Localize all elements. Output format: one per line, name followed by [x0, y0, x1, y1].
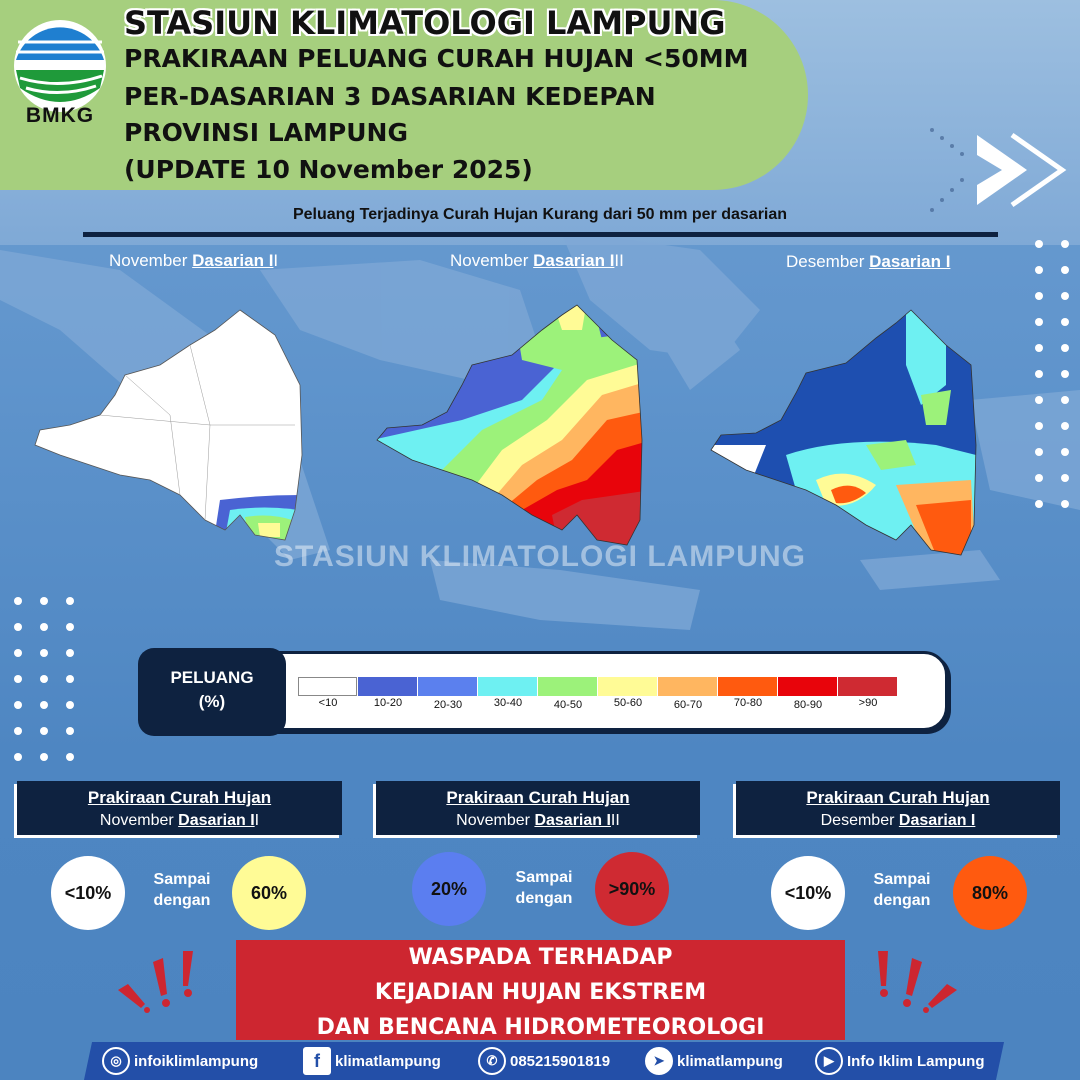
- footer-facebook[interactable]: f klimatlampung: [303, 1046, 441, 1076]
- chevron-arrows-icon: [922, 120, 1072, 220]
- legend-swatch-0: [298, 677, 357, 696]
- legend-swatch-8: [778, 677, 837, 696]
- map-label-1: November Dasarian II: [109, 251, 279, 270]
- footer-youtube[interactable]: ▶ Info Iklim Lampung: [815, 1046, 985, 1076]
- range-high-3: 80%: [953, 856, 1027, 930]
- decor-dots-left: [14, 597, 92, 761]
- legend-label-4: 40-50: [553, 699, 583, 711]
- range-text-2: Sampai dengan: [515, 869, 573, 907]
- watermark: STASIUN KLIMATOLOGI LAMPUNG: [274, 540, 806, 573]
- map-des-dasarian-1: [706, 305, 986, 575]
- map-label-2: November Dasarian III: [450, 251, 624, 270]
- bird-icon: ➤: [645, 1047, 673, 1075]
- legend-label-0: <10: [318, 697, 338, 709]
- legend-swatch-7: [718, 677, 777, 696]
- range-text-1: Sampai dengan: [153, 871, 211, 909]
- footer-phone[interactable]: ✆ 085215901819: [478, 1046, 610, 1076]
- title-line-3: PROVINSI LAMPUNG: [124, 118, 408, 147]
- forecast-card-3: Prakiraan Curah Hujan Desember Dasarian I: [736, 781, 1060, 835]
- title-line-1: PRAKIRAAN PELUANG CURAH HUJAN <50MM: [124, 44, 749, 73]
- title-line-4: (UPDATE 10 November 2025): [124, 155, 533, 184]
- range-low-3: <10%: [771, 856, 845, 930]
- legend-label-6: 60-70: [673, 699, 703, 711]
- youtube-icon: ▶: [815, 1047, 843, 1075]
- range-low-2: 20%: [412, 852, 486, 926]
- legend-label-2: 20-30: [433, 699, 463, 711]
- legend-swatch-3: [478, 677, 537, 696]
- header-panel: [0, 0, 808, 190]
- exclamation-left-icon: [115, 948, 205, 1013]
- legend: [138, 651, 950, 735]
- legend-swatch-9: [838, 677, 897, 696]
- logo-text: BMKG: [25, 104, 95, 127]
- range-high-1: 60%: [232, 856, 306, 930]
- legend-title: PELUANG (%): [138, 648, 286, 736]
- legend-swatch-1: [358, 677, 417, 696]
- exclamation-right-icon: [870, 948, 960, 1013]
- legend-label-3: 30-40: [493, 697, 523, 709]
- range-low-1: <10%: [51, 856, 125, 930]
- range-high-2: >90%: [595, 852, 669, 926]
- footer-instagram[interactable]: ◎ infoiklimlampung: [102, 1046, 258, 1076]
- map-label-3: Desember Dasarian I: [786, 252, 951, 271]
- forecast-card-2: Prakiraan Curah Hujan November Dasarian III: [376, 781, 700, 835]
- legend-label-5: 50-60: [613, 697, 643, 709]
- forecast-card-1: Prakiraan Curah Hujan November Dasarian II: [17, 781, 342, 835]
- legend-swatch-6: [658, 677, 717, 696]
- decor-dots-right: [1035, 240, 1080, 508]
- map-nov-dasarian-3: [372, 300, 652, 565]
- phone-icon: ✆: [478, 1047, 506, 1075]
- legend-label-9: >90: [858, 697, 878, 709]
- station-title: STASIUN KLIMATOLOGI LAMPUNG: [124, 4, 726, 42]
- legend-label-1: 10-20: [373, 697, 403, 709]
- title-line-2: PER-DASARIAN 3 DASARIAN KEDEPAN: [124, 82, 656, 111]
- map-nov-dasarian-2: [30, 305, 310, 565]
- range-text-3: Sampai dengan: [873, 871, 931, 909]
- legend-swatch-5: [598, 677, 657, 696]
- legend-swatch-4: [538, 677, 597, 696]
- divider-rule: [83, 232, 998, 237]
- instagram-icon: ◎: [102, 1047, 130, 1075]
- legend-label-8: 80-90: [793, 699, 823, 711]
- facebook-icon: f: [303, 1047, 331, 1075]
- legend-label-7: 70-80: [733, 697, 763, 709]
- warning-banner: WASPADA TERHADAP KEJADIAN HUJAN EKSTREM DAN BENCANA HIDROMETEOROLOGI: [236, 940, 845, 1040]
- subheading: Peluang Terjadinya Curah Hujan Kurang dari 50 mm per dasarian: [292, 206, 788, 223]
- legend-swatch-2: [418, 677, 477, 696]
- footer-bird[interactable]: ➤ klimatlampung: [645, 1046, 783, 1076]
